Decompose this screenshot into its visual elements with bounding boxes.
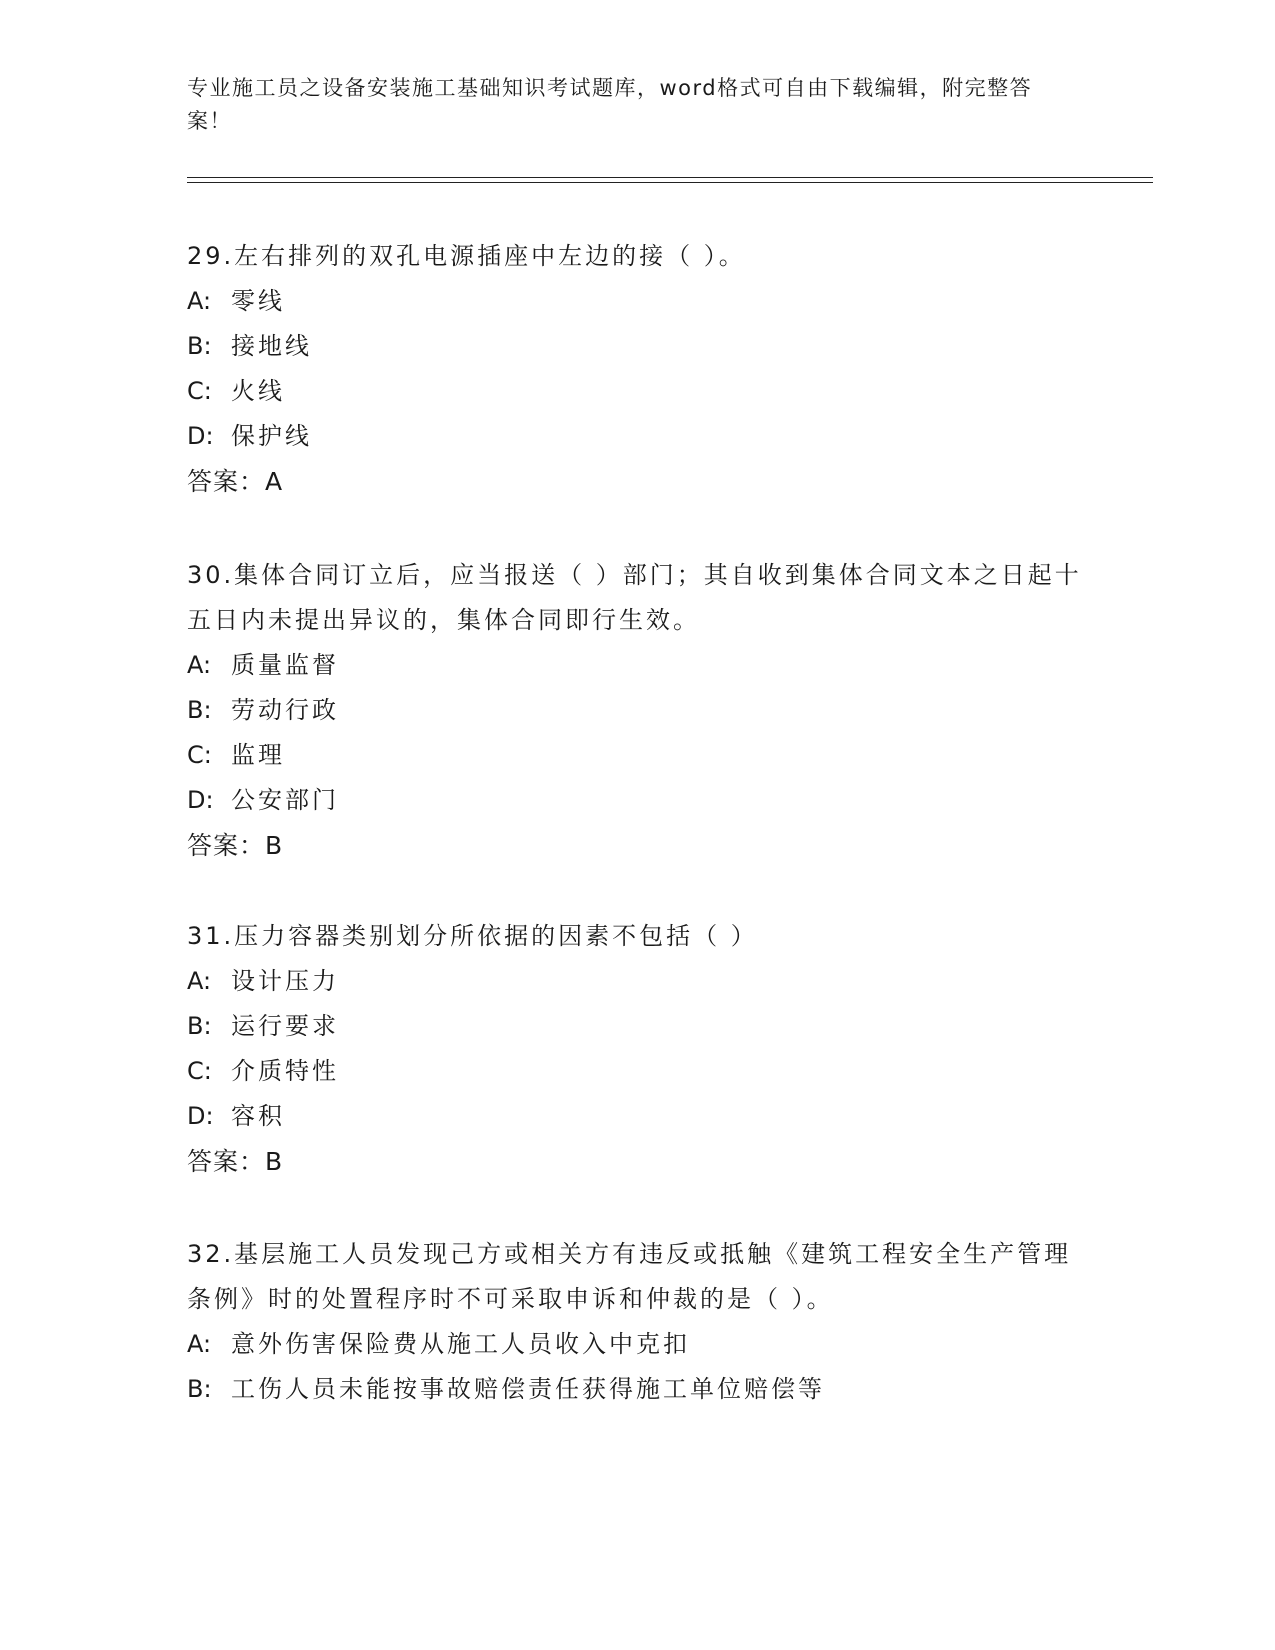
option-letter: A:: [187, 1330, 212, 1358]
option-letter: B:: [187, 332, 212, 360]
option-text: 意外伤害保险费从施工人员收入中克扣: [231, 1330, 690, 1358]
header-divider-top: [187, 177, 1153, 178]
option-text: 质量监督: [231, 651, 339, 679]
question-32: [187, 1232, 1087, 1412]
option-letter: C:: [187, 1057, 212, 1085]
option-letter: A:: [187, 651, 212, 679]
option-b: [187, 688, 1087, 733]
option-b: [187, 1004, 1087, 1049]
question-29: [187, 234, 1087, 504]
header-divider-bottom: [187, 182, 1153, 183]
answer-line: 答案：A: [187, 467, 284, 496]
option-letter: B:: [187, 696, 212, 724]
option-text: 保护线: [231, 422, 312, 450]
option-letter: C:: [187, 377, 212, 405]
option-text: 接地线: [231, 332, 312, 360]
option-letter: D:: [187, 422, 214, 450]
option-text: 公安部门: [231, 786, 339, 814]
option-b: [187, 1367, 1087, 1412]
option-a: [187, 1322, 1087, 1367]
option-d: [187, 414, 1087, 459]
option-letter: A:: [187, 287, 212, 315]
option-b: [187, 324, 1087, 369]
option-d: [187, 1094, 1087, 1139]
option-text: 工伤人员未能按事故赔偿责任获得施工单位赔偿等: [231, 1375, 825, 1403]
option-text: 介质特性: [231, 1057, 339, 1085]
option-text: 火线: [231, 377, 285, 405]
document-header: 专业施工员之设备安装施工基础知识考试题库，word格式可自由下载编辑，附完整答案！: [187, 76, 1033, 133]
option-text: 运行要求: [231, 1012, 339, 1040]
option-a: [187, 643, 1087, 688]
question-text: 30.集体合同订立后，应当报送（ ）部门；其自收到集体合同文本之日起十五日内未提出异议的，集体合同即行生效。: [187, 561, 1082, 634]
question-30: [187, 553, 1087, 868]
option-c: [187, 733, 1087, 778]
option-text: 劳动行政: [231, 696, 339, 724]
option-c: [187, 1049, 1087, 1094]
option-a: [187, 959, 1087, 1004]
option-text: 监理: [231, 741, 285, 769]
question-31: [187, 914, 1087, 1184]
option-a: [187, 279, 1087, 324]
option-letter: B:: [187, 1012, 212, 1040]
answer-line: 答案：B: [187, 1147, 284, 1176]
option-text: 容积: [231, 1102, 285, 1130]
option-text: 零线: [231, 287, 285, 315]
option-letter: D:: [187, 786, 214, 814]
option-d: [187, 778, 1087, 823]
option-c: [187, 369, 1087, 414]
option-letter: D:: [187, 1102, 214, 1130]
answer-line: 答案：B: [187, 831, 284, 860]
option-letter: A:: [187, 967, 212, 995]
question-text: 31.压力容器类别划分所依据的因素不包括（ ）: [187, 922, 758, 950]
option-letter: B:: [187, 1375, 212, 1403]
question-text: 32.基层施工人员发现己方或相关方有违反或抵触《建筑工程安全生产管理条例》时的处置程序时不可采取申诉和仲裁的是（ ）。: [187, 1240, 1072, 1313]
question-text: 29.左右排列的双孔电源插座中左边的接（ ）。: [187, 242, 746, 270]
option-letter: C:: [187, 741, 212, 769]
option-text: 设计压力: [231, 967, 339, 995]
